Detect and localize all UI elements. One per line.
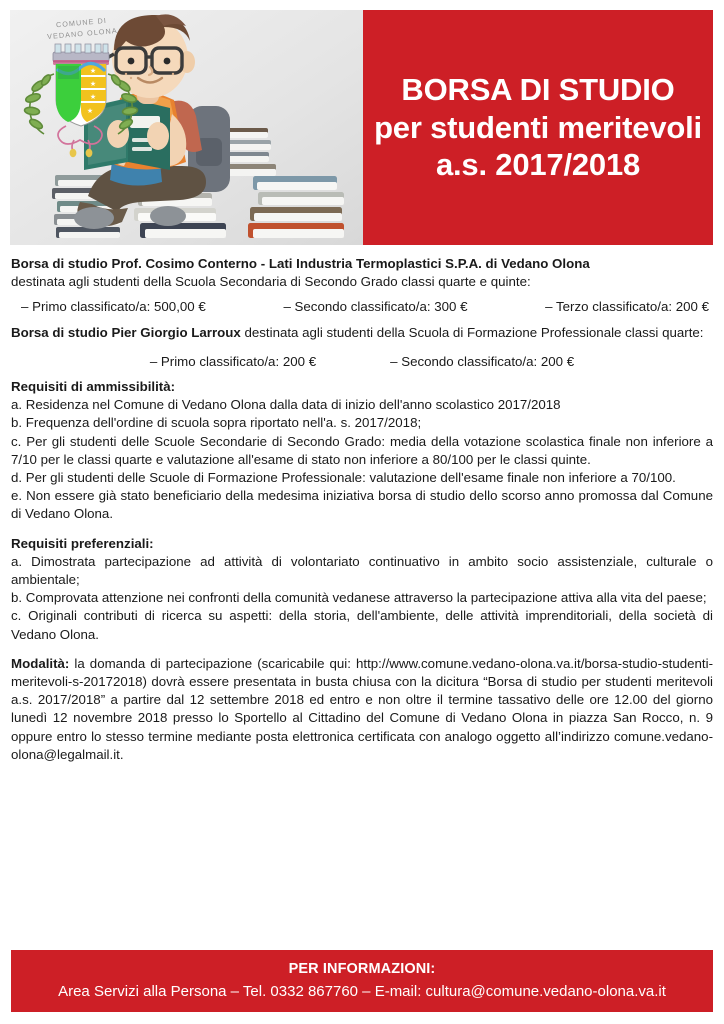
svg-text:★: ★	[86, 107, 94, 115]
prize-item: – Secondo classificato/a: 200 €	[390, 353, 575, 369]
info-footer	[11, 950, 713, 1012]
banner-line-3: a.s. 2017/2018	[435, 147, 641, 183]
preferential-item-a: a. Dimostrata partecipazione ad attività di volontariato continuativo in ambito socio assistenziale, culturale o ambientale;	[11, 553, 713, 588]
preferential-item-b: b. Comprovata attenzione nei confronti della comunità vedanese attraverso la partecipazione attiva alla vita del paese;	[11, 590, 707, 606]
banner-line-1: BORSA DI STUDIO	[401, 71, 675, 107]
crest-caption-line2: VEDANO OLONA	[46, 25, 119, 41]
svg-text:★: ★	[89, 93, 97, 101]
scholarship-1-description: destinata agli studenti della Scuola Secondaria di Secondo Grado classi quarte e quinte:	[11, 274, 531, 290]
prize-item: – Primo classificato/a: 200 €	[149, 353, 317, 369]
admissibility-item-e: e. Non essere già stato beneficiario della medesima iniziativa borsa di studio dello scorso anno promossa dal Comune di Vedano Olona.	[11, 488, 713, 522]
comune-coat-of-arms	[22, 16, 140, 158]
spacer	[11, 317, 713, 324]
prize-item: – Primo classificato/a: 500,00 €	[21, 299, 206, 315]
scholarship-1-prizes	[11, 298, 713, 316]
spacer	[11, 291, 713, 298]
prize-item: – Secondo classificato/a: 300 €	[283, 299, 468, 315]
spacer	[11, 371, 713, 378]
admissibility-item-d: d. Per gli studenti delle Scuole di Formazione Professionale: valutazione dell'esame finale non inferiore a 70/100.	[11, 470, 676, 486]
spacer	[11, 342, 713, 353]
scholarship-2-block	[11, 324, 713, 342]
modalita-block	[11, 655, 713, 764]
admissibility-item-c: c. Per gli studenti delle Scuole Secondarie di Secondo Grado: media della votazione scolastica finale non inferiore a 7/10 per le classi quarte e valutazione all'esame di stato non inferiore a 80/100 per le classi quinte.	[11, 433, 713, 467]
scholarship-2-prizes	[11, 353, 713, 371]
preferential-heading: Requisiti preferenziali:	[11, 535, 154, 551]
prize-item: – Terzo classificato/a: 200 €	[545, 299, 709, 315]
admissibility-item-b: b. Frequenza dell'ordine di scuola sopra riportato nell'a. s. 2017/2018;	[11, 415, 422, 431]
footer-title: PER INFORMAZIONI:	[288, 960, 436, 977]
admissibility-heading: Requisiti di ammissibilità:	[11, 379, 176, 395]
svg-text:★: ★	[89, 80, 97, 88]
title-banner	[363, 10, 713, 245]
scholarship-2-description: destinata agli studenti della Scuola di Formazione Professionale classi quarte:	[240, 324, 704, 340]
modalita-text: la domanda di partecipazione (scaricabile qui: http://www.comune.vedano-olona.va.it/borsa-studio-studenti-meritevoli-s-20172018) dovrà essere presentata in busta chiusa con la dicitura “Borsa di studio per studenti meritevoli a.s. 2017/2018” a partire dal 12 settembre 2018 ed entro e non oltre il termine tassativo delle ore 12.00 del giorno lunedì 12 novembre 2018 presso lo Sportello al Cittadino del Comune di Vedano Olona in piazza San Rocco, n. 9 oppure entro lo stesso termine mediante posta elettronica certificata con analogo oggetto all’indirizzo comune.vedano-olona@legalmail.it.	[11, 655, 713, 762]
admissibility-item-a: a. Residenza nel Comune di Vedano Olona dalla data di inizio dell'anno scolastico 2017/2018	[11, 397, 561, 413]
scholarship-1-title: Borsa di studio Prof. Cosimo Conterno - Lati Industria Termoplastici S.P.A. di Vedano Olona	[11, 256, 590, 271]
svg-text:★: ★	[89, 67, 97, 75]
crest-caption-line1: COMUNE DI	[55, 15, 108, 30]
spacer	[11, 524, 713, 535]
banner-line-2: per studenti meritevoli	[374, 109, 702, 145]
poster-header	[10, 10, 713, 245]
footer-contact: Area Servizi alla Persona – Tel. 0332 867760 – E-mail: cultura@comune.vedano-olona.va.it	[58, 982, 666, 1000]
poster-body	[11, 255, 713, 764]
header-illustration	[10, 10, 363, 245]
modalita-label: Modalità:	[11, 655, 70, 671]
preferential-item-c: c. Originali contributi di ricerca su aspetti: della storia, dell'ambiente, delle attività imprenditoriali, della società di Vedano Olona.	[11, 608, 713, 642]
spacer	[11, 644, 713, 655]
scholarship-2-title: Borsa di studio Pier Giorgio Larroux	[11, 324, 241, 340]
scholarship-1-block	[11, 255, 713, 291]
